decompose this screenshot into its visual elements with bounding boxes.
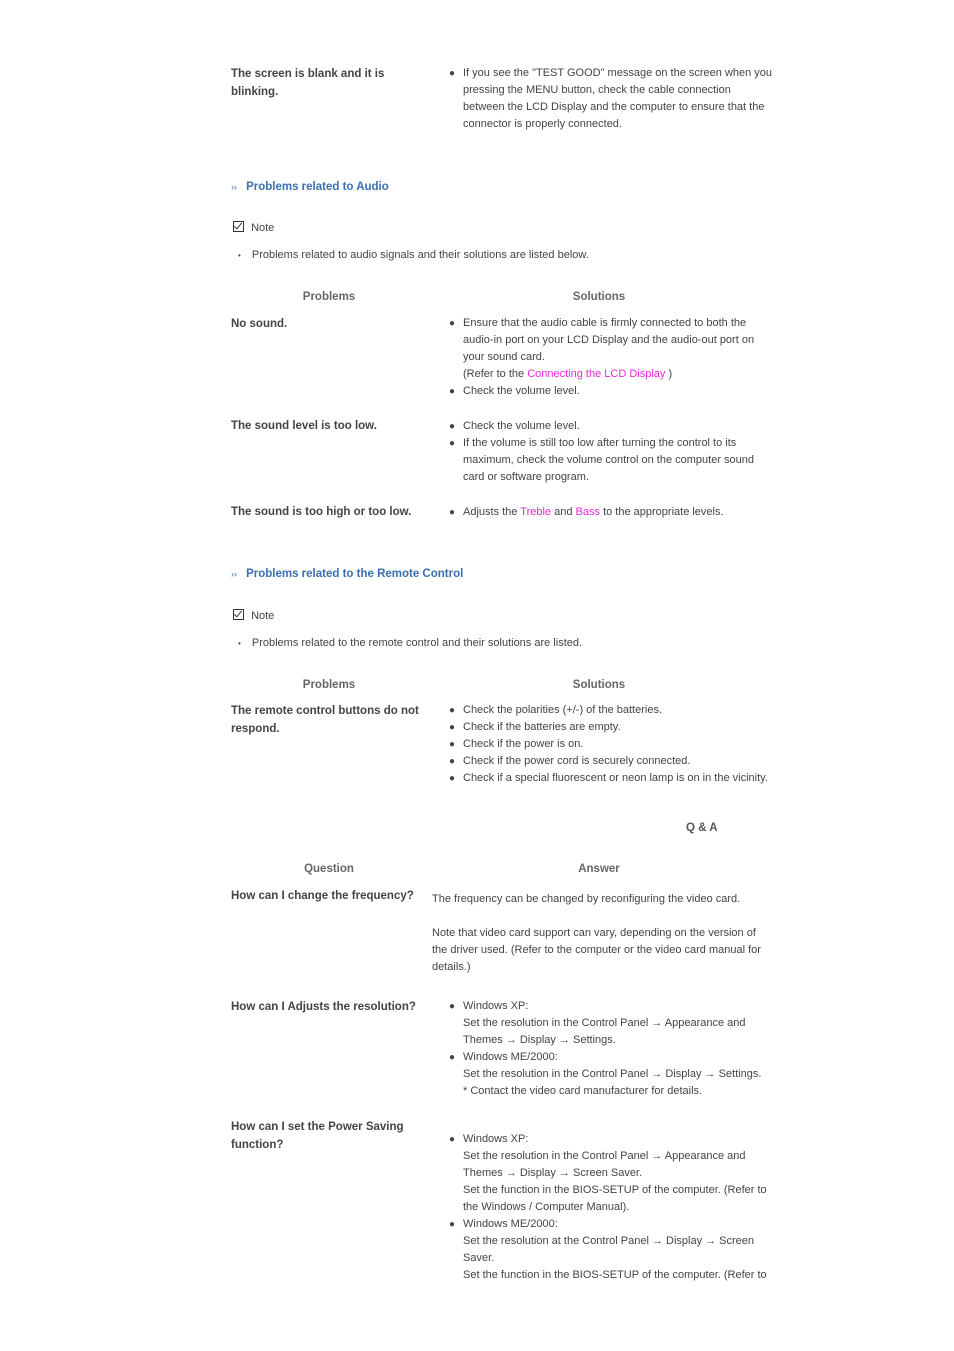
solution-high-low-sound: ● Adjusts the Treble and Bass to the appropriate levels. bbox=[463, 504, 763, 521]
bullet-icon: ● bbox=[449, 1134, 456, 1145]
question-power-saving: How can I set the Power Saving function? bbox=[231, 1121, 404, 1151]
problem-remote: The remote control buttons do not respond. bbox=[231, 705, 419, 735]
note-remote-text: • Problems related to the remote control and their solutions are listed. bbox=[238, 637, 583, 649]
problem-blank-screen: The screen is blank and it is blinking. bbox=[231, 68, 385, 98]
section-title: Problems related to Audio bbox=[246, 181, 389, 193]
answer-resolution: ● Windows XP: Set the resolution in the Control Panel → Appearance and Themes → Display → Settings. ● Windows ME/2000: Set the resolution in the Control Panel → Display → Settings. * Contact the video card manufacturer for details. bbox=[449, 1000, 762, 1097]
answer-paragraph: The frequency can be changed by reconfiguring the video card. bbox=[432, 893, 741, 905]
bullet-icon: ● bbox=[449, 1052, 456, 1063]
problem-low-sound: The sound level is too low. bbox=[231, 420, 377, 432]
solution-blank-screen bbox=[449, 65, 775, 133]
note-label: Note bbox=[251, 610, 275, 622]
header-problems: Problems bbox=[302, 291, 356, 303]
solution-text: If you see the "TEST GOOD" message on the screen when you pressing the MENU button, check the cable connection between the LCD Display and the computer to ensure that the connector is properly connected. bbox=[463, 67, 773, 130]
bullet-icon: ● bbox=[449, 421, 456, 432]
bullet-icon: • bbox=[238, 639, 241, 648]
bullet-icon: ● bbox=[449, 722, 456, 733]
checkbox-note-icon bbox=[233, 609, 244, 620]
header-problems: Problems bbox=[302, 679, 356, 691]
bullet-icon: ● bbox=[449, 318, 456, 329]
answer-paragraph: Note that video card support can vary, depending on the version of the driver used. (Refer to the computer or the video card manual for details.) bbox=[432, 927, 761, 973]
bullet-icon: ● bbox=[449, 68, 456, 79]
bullet-icon: ● bbox=[449, 1219, 456, 1230]
link-connecting-lcd[interactable]: Connecting the LCD Display bbox=[527, 368, 666, 380]
bullet-icon: ● bbox=[449, 773, 456, 784]
solution-remote: ● Check the polarities (+/-) of the batteries. ● Check if the batteries are empty. ● Check if the power is on. ● Check if the power cord is securely connected. ● Check if a special fluorescent or neon lamp is on in the vicinity. bbox=[463, 702, 773, 787]
section-remote-heading bbox=[231, 568, 463, 580]
header-solutions: Solutions bbox=[572, 291, 626, 303]
answer-frequency bbox=[432, 891, 764, 976]
bullet-icon: ● bbox=[449, 705, 456, 716]
solution-no-sound: ● Ensure that the audio cable is firmly connected to both the audio-in port on your LCD Display and the audio-out port on your sound card. (Refer to the Connecting the LCD Display ) ● Check the volume level. bbox=[463, 315, 763, 400]
note-audio bbox=[233, 221, 274, 234]
bullet-icon: ● bbox=[449, 1001, 456, 1012]
question-resolution: How can I Adjusts the resolution? bbox=[231, 1001, 416, 1013]
arrow-icon: ›› bbox=[231, 569, 237, 579]
solution-low-sound: ● Check the volume level. ● If the volume is still too low after turning the control to its maximum, check the volume control on the computer sound card or software program. bbox=[449, 420, 755, 483]
answer-power-saving: ● Windows XP: Set the resolution in the Control Panel → Appearance and Themes → Display → Screen Saver. Set the function in the BIOS-SETUP of the computer. (Refer to the Windows / Computer Manual). ● Windows ME/2000: Set the resolution at the Control Panel → Display → Screen Saver. Set the function in the BIOS-SETUP of the computer. (Refer to bbox=[449, 1133, 767, 1281]
bullet-icon: ● bbox=[449, 739, 456, 750]
problem-high-low-sound: The sound is too high or too low. bbox=[231, 506, 412, 518]
checkbox-note-icon bbox=[233, 221, 244, 232]
problem-no-sound: No sound. bbox=[231, 318, 288, 330]
section-title: Problems related to the Remote Control bbox=[246, 568, 464, 580]
note-remote bbox=[233, 609, 274, 622]
bullet-icon: ● bbox=[449, 438, 456, 449]
bullet-icon: ● bbox=[449, 386, 456, 397]
header-question: Question bbox=[304, 863, 354, 875]
bullet-icon: • bbox=[238, 251, 241, 260]
header-answer: Answer bbox=[578, 863, 620, 875]
qa-title: Q & A bbox=[686, 822, 718, 834]
link-bass[interactable]: Bass bbox=[575, 506, 601, 518]
link-treble[interactable]: Treble bbox=[520, 506, 552, 518]
bullet-icon: ● bbox=[449, 507, 456, 518]
section-audio-heading bbox=[231, 181, 389, 193]
question-frequency: How can I change the frequency? bbox=[231, 890, 414, 902]
note-label: Note bbox=[251, 222, 275, 234]
arrow-icon: ›› bbox=[231, 182, 237, 192]
note-audio-text: • Problems related to audio signals and their solutions are listed below. bbox=[238, 249, 589, 261]
bullet-icon: ● bbox=[449, 756, 456, 767]
header-solutions: Solutions bbox=[572, 679, 626, 691]
